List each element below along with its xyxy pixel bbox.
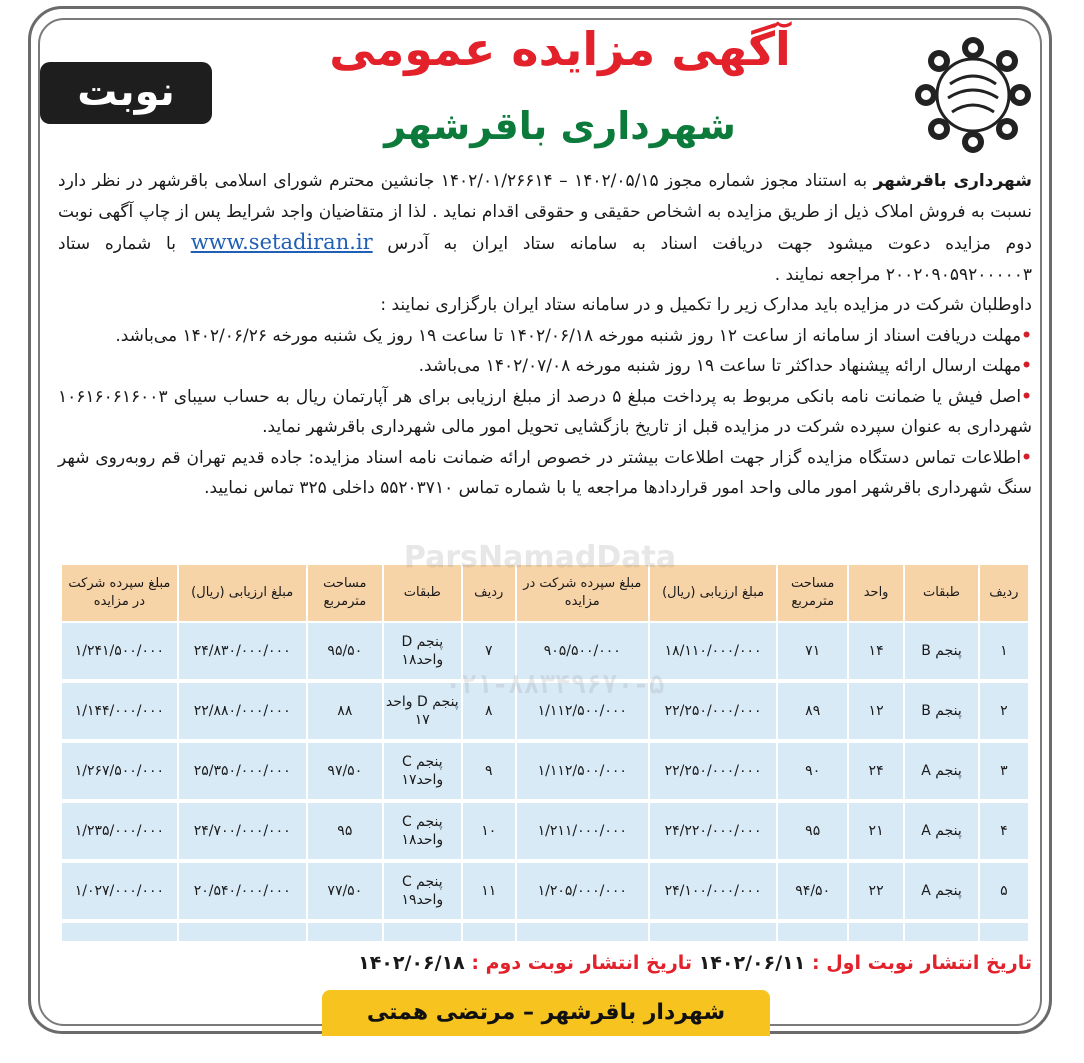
cell-arzyabi: ۲۴/۲۲۰/۰۰۰/۰۰۰ (649, 801, 778, 861)
cell-arzyabi: ۲۲/۲۵۰/۰۰۰/۰۰۰ (649, 741, 778, 801)
bullet-dot-icon: • (1021, 386, 1032, 407)
intro-end: با شماره ستاد ۲۰۰۲۰۹۰۵۹۲۰۰۰۰۰۳ مراجعه نمایند . (58, 234, 1032, 285)
date-label-first: تاریخ انتشار نوبت اول : (811, 952, 1032, 974)
cell-sepordeh (516, 921, 649, 941)
cell-radif-2: ۱۱ (462, 861, 516, 921)
cell-sepordeh-2: ۱/۲۴۱/۵۰۰/۰۰۰ (61, 622, 178, 681)
cell-tabaghat: پنجم A (904, 801, 978, 861)
intro-paragraph (58, 166, 1032, 290)
cell-arzyabi: ۱۸/۱۱۰/۰۰۰/۰۰۰ (649, 622, 778, 681)
properties-table (60, 563, 1030, 941)
table-row (61, 861, 1029, 921)
cell-masahat-2: ۷۷/۵۰ (307, 861, 383, 921)
cell-sepordeh: ۱/۱۱۲/۵۰۰/۰۰۰ (516, 741, 649, 801)
col-arzyabi-2: مبلغ ارزیابی (ریال) (178, 564, 307, 622)
setadiran-link[interactable]: www.setadiran.ir (190, 230, 373, 254)
cell-tabaghat-2: پنجم D واحد ۱۷ (383, 681, 461, 741)
cell-radif-2: ۷ (462, 622, 516, 681)
logo-emblem-icon (912, 34, 1034, 156)
date-value-second: ۱۴۰۲/۰۶/۱۸ (358, 952, 465, 974)
date-value-first: ۱۴۰۲/۰۶/۱۱ (698, 952, 806, 974)
cell-radif: ۱ (979, 622, 1029, 681)
col-tabaghat-2: طبقات (383, 564, 461, 622)
col-radif: ردیف (979, 564, 1029, 622)
cell-sepordeh: ۱/۲۰۵/۰۰۰/۰۰۰ (516, 861, 649, 921)
cell-masahat (777, 921, 847, 941)
cell-tabaghat: پنجم A (904, 861, 978, 921)
col-masahat-2: مساحت مترمربع (307, 564, 383, 622)
cell-arzyabi-2 (178, 921, 307, 941)
cell-arzyabi: ۲۴/۱۰۰/۰۰۰/۰۰۰ (649, 861, 778, 921)
cell-tabaghat-2: پنجم C واحد۱۷ (383, 741, 461, 801)
bullet-item: •مهلت دریافت اسناد از سامانه از ساعت ۱۲ روز شنبه مورخه ۱۴۰۲/۰۶/۱۸ تا ساعت ۱۹ روز یک شنبه مورخه ۱۴۰۲/۰۶/۲۶ می‌باشد. (115, 325, 1032, 346)
table-row (61, 741, 1029, 801)
cell-masahat-2 (307, 921, 383, 941)
cell-arzyabi-2: ۲۲/۸۸۰/۰۰۰/۰۰۰ (178, 681, 307, 741)
cell-arzyabi: ۲۲/۲۵۰/۰۰۰/۰۰۰ (649, 681, 778, 741)
col-vahed: واحد (848, 564, 904, 622)
cell-tabaghat: پنجم A (904, 741, 978, 801)
cell-sepordeh-2: ۱/۱۴۴/۰۰۰/۰۰۰ (61, 681, 178, 741)
col-sepordeh-2: مبلغ سپرده شرکت در مزایده (61, 564, 178, 622)
intro-bold: شهرداری باقرشهر (873, 171, 1032, 191)
cell-sepordeh-2: ۱/۲۳۵/۰۰۰/۰۰۰ (61, 801, 178, 861)
cell-sepordeh: ۱/۱۱۲/۵۰۰/۰۰۰ (516, 681, 649, 741)
cell-radif: ۲ (979, 681, 1029, 741)
cell-arzyabi-2: ۲۴/۷۰۰/۰۰۰/۰۰۰ (178, 801, 307, 861)
cell-vahed: ۱۴ (848, 622, 904, 681)
cell-tabaghat: پنجم B (904, 681, 978, 741)
bullet-dot-icon: • (1021, 447, 1032, 468)
requirements-line: داوطلبان شرکت در مزایده باید مدارک زیر را تکمیل و در سامانه ستاد ایران بارگزاری نمایند : (380, 295, 1032, 315)
cell-radif-2 (462, 921, 516, 941)
cell-masahat: ۹۵ (777, 801, 847, 861)
page-title: آگهی مزایده عمومی (329, 22, 791, 76)
cell-sepordeh-2: ۱/۲۶۷/۵۰۰/۰۰۰ (61, 741, 178, 801)
cell-vahed: ۱۲ (848, 681, 904, 741)
cell-masahat: ۹۴/۵۰ (777, 861, 847, 921)
cell-radif: ۵ (979, 861, 1029, 921)
cell-masahat-2: ۹۵ (307, 801, 383, 861)
cell-masahat: ۸۹ (777, 681, 847, 741)
col-sepordeh: مبلغ سپرده شرکت در مزایده (516, 564, 649, 622)
properties-table-wrap (60, 563, 1030, 941)
cell-masahat-2: ۸۸ (307, 681, 383, 741)
cell-radif-2: ۱۰ (462, 801, 516, 861)
table-row (61, 801, 1029, 861)
cell-arzyabi (649, 921, 778, 941)
cell-tabaghat: پنجم B (904, 622, 978, 681)
cell-radif-2: ۹ (462, 741, 516, 801)
mayor-signature: شهردار باقرشهر – مرتضی همتی (322, 990, 770, 1036)
cell-arzyabi-2: ۲۴/۸۳۰/۰۰۰/۰۰۰ (178, 622, 307, 681)
bullet-item: •مهلت ارسال ارائه پیشنهاد حداکثر تا ساعت ۱۹ روز شنبه مورخه ۱۴۰۲/۰۷/۰۸ می‌باشد. (418, 356, 1032, 376)
cell-radif-2: ۸ (462, 681, 516, 741)
cell-arzyabi-2: ۲۰/۵۴۰/۰۰۰/۰۰۰ (178, 861, 307, 921)
intro-text: به استناد مجوز شماره مجوز ۱۴۰۲/۰۵/۱۵ – ۱۴۰۲/۰۱/۲۶۶۱۴ جانشین محترم شورای اسلامی باقرشهر در نظر دارد نسبت به فروش املاک ذیل از طریق مزایده به اشخاص حقیقی و حقوقی اقدام نماید . لذا از متقاضیان واجد شرایط پس از چاپ آگهی نوبت دوم مزایده دعوت میشود جهت دریافت اسناد به سامانه ستاد ایران به آدرس (58, 171, 1032, 254)
cell-vahed: ۲۲ (848, 861, 904, 921)
cell-tabaghat-2: پنجم C واحد۱۹ (383, 861, 461, 921)
cell-tabaghat (904, 921, 978, 941)
col-tabaghat: طبقات (904, 564, 978, 622)
cell-sepordeh: ۱/۲۱۱/۰۰۰/۰۰۰ (516, 801, 649, 861)
cell-vahed (848, 921, 904, 941)
bullet-item: •اصل فیش یا ضمانت نامه بانکی مربوط به پرداخت مبلغ ۵ درصد از مبلغ ارزیابی برای هر آپارتمان ریال به حساب سیبای ۱۰۶۱۶۰۶۱۶۰۰۳ شهرداری به عنوان سپرده شرکت در مزایده قبل از تاریخ بازگشایی تحویل امور مالی شهرداری باقرشهر نماید. (58, 386, 1032, 437)
date-label-second: تاریخ انتشار نوبت دوم : (471, 952, 693, 974)
round-badge: نوبت اول (40, 62, 212, 124)
col-radif-2: ردیف (462, 564, 516, 622)
cell-radif (979, 921, 1029, 941)
table-row (61, 622, 1029, 681)
cell-sepordeh: ۹۰۵/۵۰۰/۰۰۰ (516, 622, 649, 681)
cell-masahat-2: ۹۵/۵۰ (307, 622, 383, 681)
cell-tabaghat-2: پنجم C واحد۱۸ (383, 801, 461, 861)
table-row (61, 681, 1029, 741)
cell-sepordeh-2: ۱/۰۲۷/۰۰۰/۰۰۰ (61, 861, 178, 921)
table-row (61, 921, 1029, 941)
cell-arzyabi-2: ۲۵/۳۵۰/۰۰۰/۰۰۰ (178, 741, 307, 801)
cell-masahat-2: ۹۷/۵۰ (307, 741, 383, 801)
cell-tabaghat-2 (383, 921, 461, 941)
col-masahat: مساحت مترمربع (777, 564, 847, 622)
cell-radif: ۴ (979, 801, 1029, 861)
publish-dates (60, 948, 1032, 978)
cell-masahat: ۷۱ (777, 622, 847, 681)
municipality-logo (912, 34, 1034, 156)
announcement-body (58, 166, 1032, 504)
col-arzyabi: مبلغ ارزیابی (ریال) (649, 564, 778, 622)
cell-sepordeh-2 (61, 921, 178, 941)
cell-vahed: ۲۱ (848, 801, 904, 861)
cell-tabaghat-2: پنجم D واحد۱۸ (383, 622, 461, 681)
bullet-dot-icon: • (1021, 325, 1032, 346)
bullet-dot-icon: • (1021, 356, 1032, 376)
table-header-row (61, 564, 1029, 622)
cell-radif: ۳ (979, 741, 1029, 801)
bullet-item: •اطلاعات تماس دستگاه مزایده گزار جهت اطلاعات بیشتر در خصوص ارائه ضمانت نامه اسناد مزایده: جاده قدیم تهران قم روبه‌روی شهر سنگ شهرداری باقرشهر امور مالی واحد امور قراردادها مراجعه یا با شماره تماس ۵۵۲۰۳۷۱۰ داخلی ۳۲۵ تماس نمایید. (58, 447, 1032, 498)
page-subtitle: شهرداری باقرشهر (384, 104, 736, 148)
cell-masahat: ۹۰ (777, 741, 847, 801)
cell-vahed: ۲۴ (848, 741, 904, 801)
